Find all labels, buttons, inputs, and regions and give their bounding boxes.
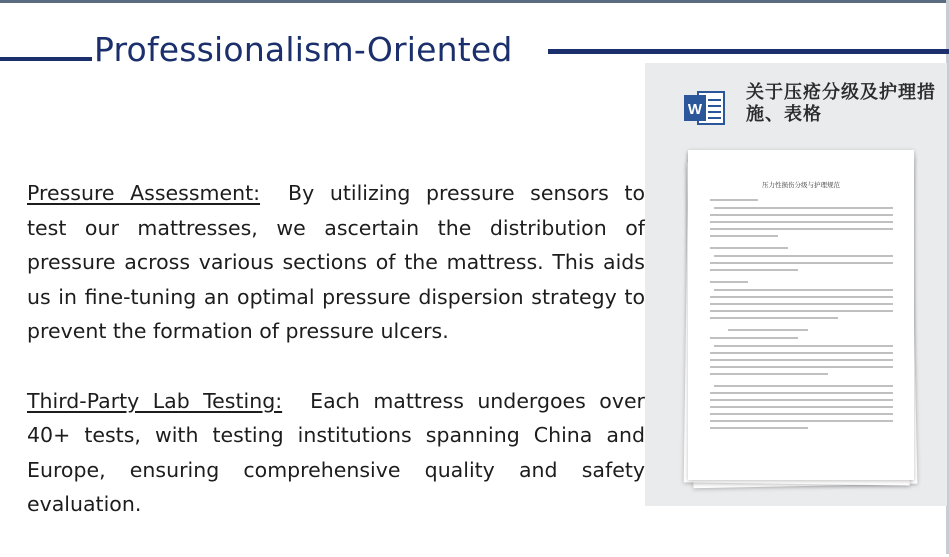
document-text-lines <box>688 150 914 480</box>
title-line-left <box>0 57 92 61</box>
paragraph-heading: Pressure Assessment: <box>27 181 261 205</box>
document-header <box>684 82 944 132</box>
title-line-right <box>548 49 949 54</box>
document-page <box>688 150 914 480</box>
paragraph-text: By utilizing pressure sensors to test our mattresses, we ascertain the distribution of pressure across various sections of the mattress. This aids us in fine-tuning an optimal pressure dispersion strategy to prevent the formation of pressure ulcers. <box>27 181 645 344</box>
paragraph-heading: Third-Party Lab Testing: <box>27 388 283 413</box>
paragraph-lab-testing <box>27 384 645 522</box>
top-border <box>0 0 949 3</box>
document-title: 关于压疮分级及护理措施、表格 <box>746 82 936 125</box>
slide-title: Professionalism-Oriented <box>94 30 513 69</box>
document-page-heading: 压力性损伤分级与护理规范 <box>762 181 840 189</box>
word-doc-icon <box>684 90 726 126</box>
svg-text:W: W <box>687 101 703 118</box>
paragraph-text: Each mattress undergoes over 40+ tests, with testing institutions spanning China and Europe, ensuring comprehensive quality and safety evaluation. <box>27 388 645 517</box>
paragraph-pressure-assessment <box>27 176 645 349</box>
body-text <box>27 176 645 557</box>
